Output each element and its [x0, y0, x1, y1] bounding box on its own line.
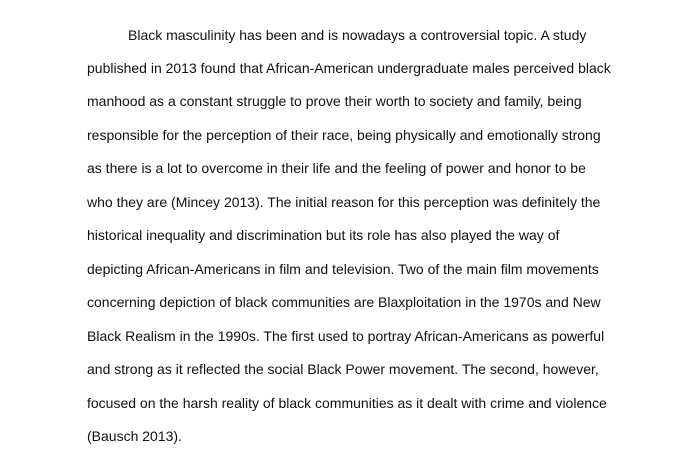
paragraph-line-9: concerning depiction of black communities are Blaxploitation in the 1970s and New: [87, 294, 601, 310]
paragraph-line-1: Black masculinity has been and is nowadays a controversial topic. A study: [128, 27, 587, 43]
paragraph-line-8: depicting African-Americans in film and television. Two of the main film movements: [87, 261, 599, 277]
paragraph-line-4: responsible for the perception of their race, being physically and emotionally strong: [87, 127, 601, 143]
paragraph-line-10: Black Realism in the 1990s. The first used to portray African-Americans as powerful: [87, 328, 605, 344]
paragraph-line-12: focused on the harsh reality of black communities as it dealt with crime and violence: [87, 395, 607, 411]
paragraph-line-5: as there is a lot to overcome in their life and the feeling of power and honor to be: [87, 160, 586, 176]
paragraph-line-13: (Bausch 2013).: [87, 428, 182, 444]
paragraph-line-2: published in 2013 found that African-American undergraduate males perceived black: [87, 60, 611, 76]
paragraph-line-6: who they are (Mincey 2013). The initial reason for this perception was definitely the: [87, 194, 601, 210]
paragraph-line-7: historical inequality and discrimination but its role has also played the way of: [87, 227, 560, 243]
paragraph-line-11: and strong as it reflected the social Black Power movement. The second, however,: [87, 361, 599, 377]
paragraph-line-3: manhood as a constant struggle to prove their worth to society and family, being: [87, 93, 582, 109]
